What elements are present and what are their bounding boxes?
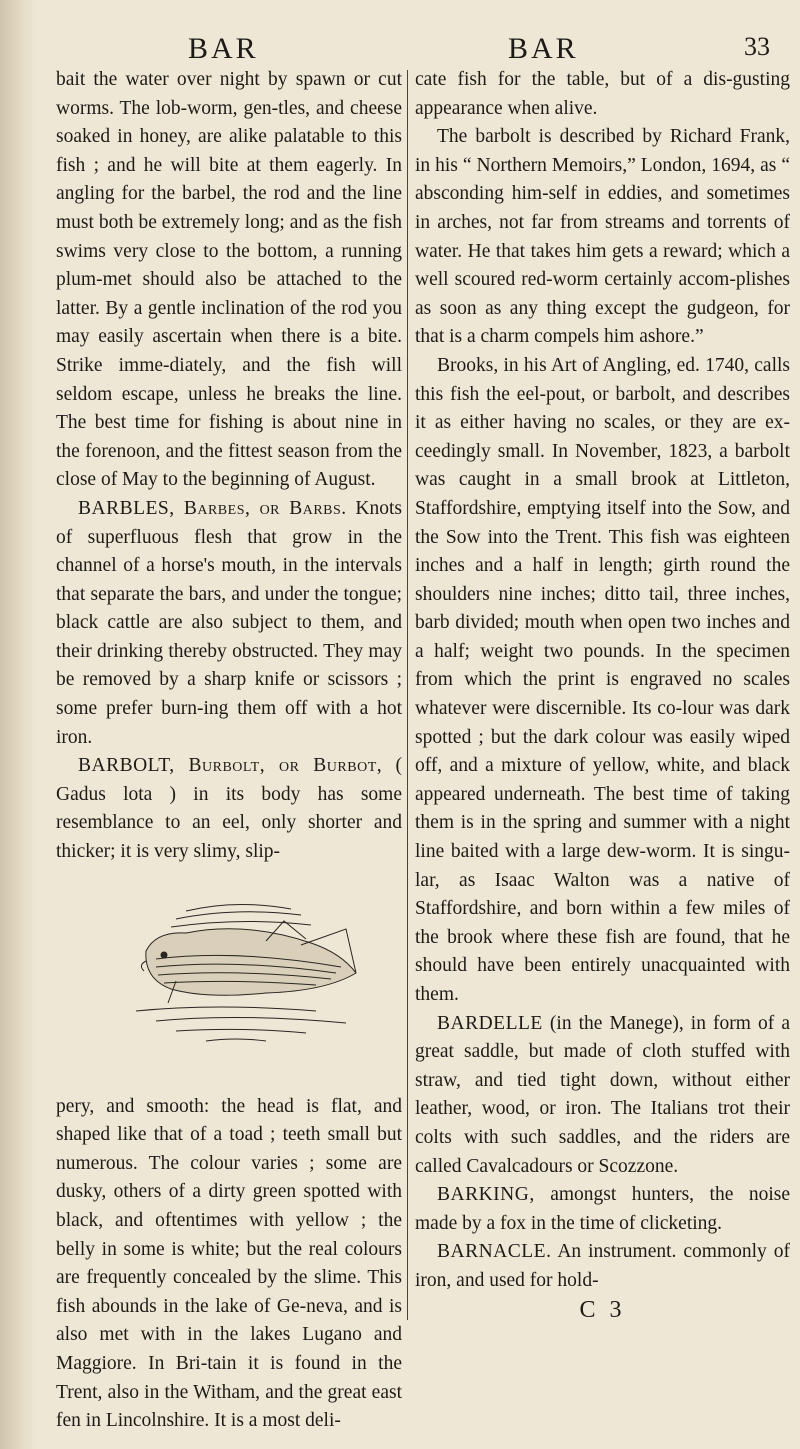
entry-term-bardelle: BARDELLE [437, 1012, 543, 1034]
entry-bardelle [415, 1010, 790, 1182]
entry-body-barbolt: ( Gadus lota ) in its body has some resemblance to an eel, only shorter and thicker; it is very slimy, slip- [56, 755, 402, 863]
entry-body-barnacle: An instrument. commonly of iron, and used for hold- [415, 1241, 790, 1291]
entry-term-barbolt: BARBOLT, Burbolt, or Burbot, [78, 755, 383, 777]
entry-barbolt [56, 752, 402, 866]
signature-mark: C 3 [579, 1296, 626, 1323]
fish-illustration-icon [116, 881, 366, 1081]
entry-term-barbles: BARBLES, Barbes, or Barbs. [78, 497, 347, 519]
page-gutter-shadow [0, 0, 38, 1449]
paragraph-barbolt-cont: pery, and smooth: the head is flat, and shaped like that of a toad ; teeth small but numerous. The colour varies ; some are dusky, others of a dirty green spotted with black, and oftentimes with yellow ; the belly in some is white; but the real colours are frequently concealed by the slime. This fish abounds in the lake of Ge-neva, and is also met with in the lakes Lugano and Maggiore. In Bri-tain it is found in the Trent, also in the Witham, and the great east fen in Lincolnshire. It is a most deli- [56, 1095, 402, 1432]
barbolt-engraving [116, 881, 366, 1081]
right-column [415, 66, 790, 1324]
column-divider [407, 70, 408, 1320]
entry-barbles [56, 495, 402, 752]
entry-term-barnacle: BARNACLE. [437, 1241, 552, 1263]
entry-barnacle [415, 1238, 790, 1295]
running-head-left: BAR [188, 32, 259, 65]
running-head-right [508, 32, 798, 66]
entry-term-barking: BARKING, [437, 1184, 535, 1206]
page-number: 33 [744, 32, 770, 61]
paragraph-brooks: Brooks, in his Art of Angling, ed. 1740, calls this fish the eel-pout, or barbolt, and describes it as either having no scales, or they are ex-ceedingly small. In November, 1823, a barbolt was caught in a small brook at Littleton, Staffordshire, emptying itself into the Sow, and the Sow into the Trent. This fish was eighteen inches and a half in length; girth round the shoulders nine inches; ditto tail, three inches, barb divided; mouth when open two inches and a half; weight two pounds. In the specimen from which the print is engraved no scales whatever were discernible. Its co-lour was dark spotted ; but the dark colour was easily wiped off, and a mixture of yellow, white, and black appeared underneath. The best time of taking them is in the spring and summer with a night line baited with a large dew-worm. It is singu-lar, as Isaac Walton was a native of Staffordshire, and born within a few miles of the brook where these fish are found, that he should have been entirely unacquainted with them. [415, 354, 790, 1005]
entry-body-barking: amongst hunters, the noise made by a fox in the time of clicketing. [415, 1184, 790, 1234]
left-column [56, 66, 402, 1436]
paragraph-barbolt-end: cate fish for the table, but of a dis-gusting appearance when alive. [415, 69, 790, 119]
running-head-right-title: BAR [508, 32, 579, 65]
entry-body-bardelle: (in the Manege), in form of a great saddle, but made of cloth stuffed with straw, and tied tight down, without either leather, wood, or iron. The Italians trot their colts with such saddles, and the riders are called Cavalcadours or Scozzone. [415, 1012, 790, 1177]
entry-body-barbles: Knots of superfluous flesh that grow in the channel of a horse's mouth, in the intervals that separate the bars, and under the tongue; black cattle are also subject to them, and their drinking thereby obstructed. They may be removed by a sharp knife or scissors ; some prefer burn-ing them off with a hot iron. [56, 497, 402, 748]
paragraph-frank-quote: The barbolt is described by Richard Frank, in his “ Northern Memoirs,” London, 1694, as “ absconding him-self in eddies, and sometimes in arches, not far from streams and torrents of water. He that takes him gets a reward; which a well scoured red-worm certainly accom-plishes as soon as any thing except the gudgeon, for that is a charm compels him ashore.” [415, 126, 790, 348]
paragraph-barbel-cont: bait the water over night by spawn or cut worms. The lob-worm, gen-tles, and cheese soaked in honey, are alike palatable to this fish ; and he will bite at them eagerly. In angling for the barbel, the rod and the line must both be extremely long; and as the fish swims very close to the bottom, a running plum-met should also be attached to the latter. By a gentle inclination of the rod you may easily ascertain when there is a bite. Strike imme-diately, and the fish will seldom escape, unless he breaks the line. The best time for fishing is about nine in the forenoon, and the fittest season from the close of May to the beginning of August. [56, 69, 402, 491]
entry-barking [415, 1181, 790, 1238]
